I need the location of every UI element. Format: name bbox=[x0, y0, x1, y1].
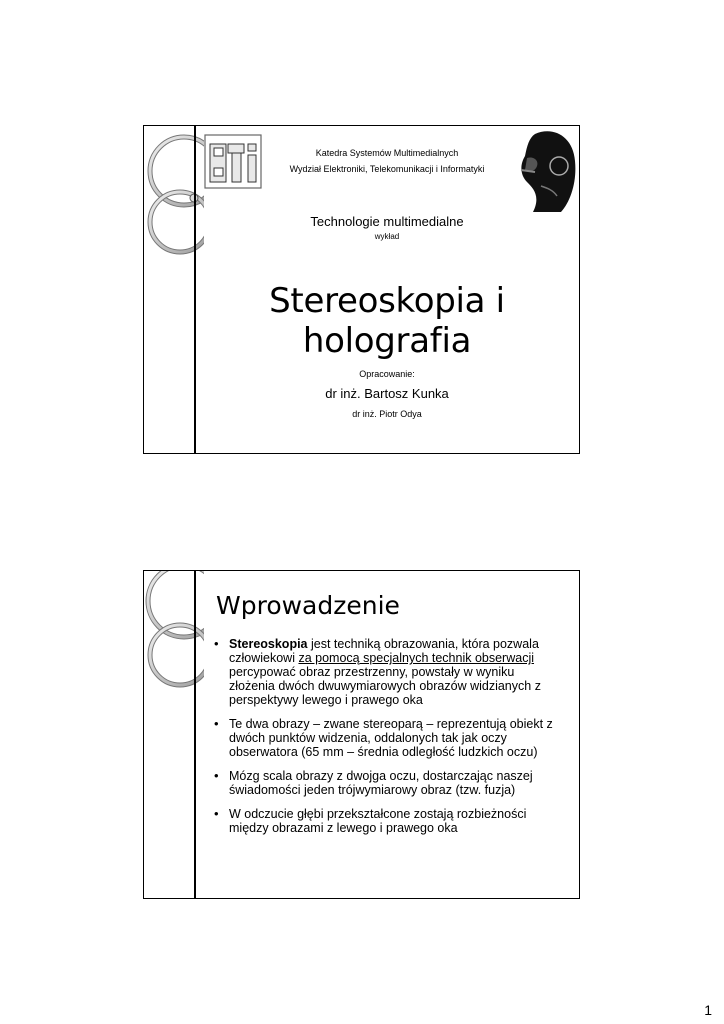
vertical-rule bbox=[194, 571, 196, 898]
intro-slide bbox=[143, 570, 580, 899]
list-item: • W odczucie głębi przekształcone zostają rozbieżności między obrazami z lewego i prawego oka bbox=[214, 807, 559, 835]
bullet-list bbox=[214, 637, 559, 845]
text-span: percypować obraz przestrzenny, powstały w wyniku złożenia dwóch dwuwymiarowych obrazów widzianych z perspektywy lewego i prawego oka bbox=[229, 665, 541, 707]
slide-title: Wprowadzenie bbox=[216, 591, 400, 620]
list-item bbox=[214, 637, 559, 707]
author-primary: dr inż. Bartosz Kunka bbox=[325, 386, 449, 401]
term-bold: Stereoskopia bbox=[229, 637, 308, 651]
underlined-text: za pomocą specjalnych technik obserwacji bbox=[298, 651, 535, 665]
lecture-type: wykład bbox=[374, 232, 400, 241]
list-item: • Mózg scala obrazy z dwojga oczu, dostarczając naszej świadomości jeden trójwymiarowy obraz (tzw. fuzja) bbox=[214, 769, 559, 797]
page-number: 1 bbox=[704, 1002, 712, 1018]
prepared-label: Opracowanie: bbox=[359, 369, 415, 379]
department-name: Katedra Systemów Multimedialnych bbox=[315, 148, 459, 158]
eti-logo bbox=[204, 134, 262, 189]
text-span: jest techniką obrazowania, która pozwala człowiekowi bbox=[229, 637, 539, 665]
course-name: Technologie multimedialne bbox=[310, 214, 464, 229]
title-slide bbox=[143, 125, 580, 454]
faculty-name: Wydział Elektroniki, Telekomunikacji i Informatyki bbox=[289, 164, 485, 174]
list-item: • Te dwa obrazy – zwane stereoparą – reprezentują obiekt z dwóch punktów widzenia, oddalonych tak jak oczy obserwatora (65 mm – średnia odległość ludzkich oczu) bbox=[214, 717, 559, 759]
slide-title: Stereoskopia i holografia bbox=[269, 281, 505, 361]
author-secondary: dr inż. Piotr Odya bbox=[352, 409, 422, 419]
